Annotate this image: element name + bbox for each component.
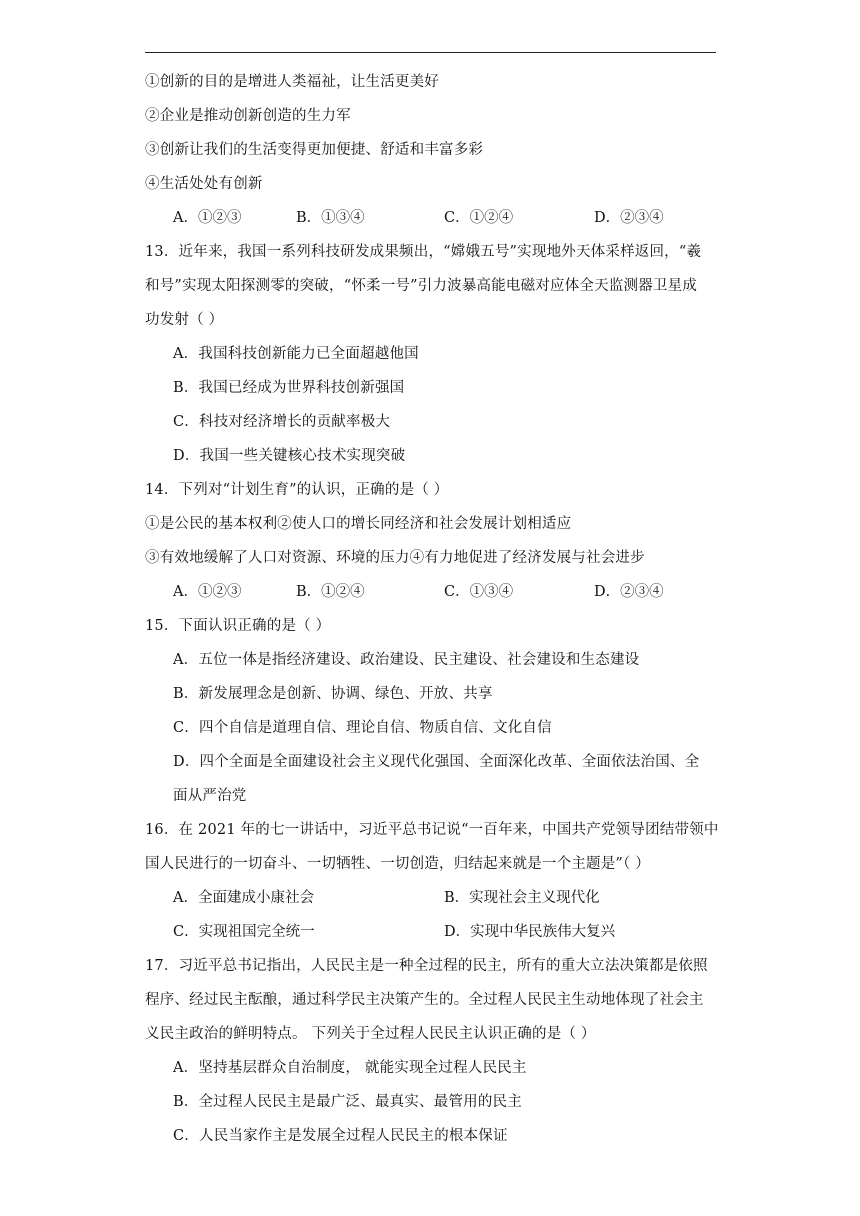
q17-option-b: B．全过程人民民主是最广泛、最真实、最管用的民主 <box>173 1094 522 1110</box>
q15-option-d: D．四个全面是全面建设社会主义现代化强国、全面深化改革、全面依法治国、全 <box>173 754 700 770</box>
q16-option-a: A．全面建成小康社会 <box>173 890 314 906</box>
q12-item-1: ①创新的目的是增进人类福祉，让生活更美好 <box>145 74 439 90</box>
q14-item-line-2: ③有效地缓解了人口对资源、环境的压力④有力地促进了经济发展与社会进步 <box>145 550 645 566</box>
q16-option-b: B．实现社会主义现代化 <box>444 890 600 906</box>
q12-item-3: ③创新让我们的生活变得更加便捷、舒适和丰富多彩 <box>145 142 484 158</box>
q13-option-b: B．我国已经成为世界科技创新强国 <box>173 380 405 396</box>
q12-option-b: B．①③④ <box>296 210 365 226</box>
q17-stem-line-1: 17．习近平总书记指出，人民民主是一种全过程的民主，所有的重大立法决策都是依照 <box>145 958 708 974</box>
q13-stem-line-2: 和号”实现太阳探测零的突破，“怀柔一号”引力波暴高能电磁对应体全天监测器卫星成 <box>145 278 698 294</box>
q15-option-d-cont: 面从严治党 <box>173 788 247 804</box>
q15-option-a: A．五位一体是指经济建设、政治建设、民主建设、社会建设和生态建设 <box>173 652 640 668</box>
q12-option-c: C．①②④ <box>444 210 514 226</box>
q12-item-4: ④生活处处有创新 <box>145 176 263 192</box>
q14-option-c: C．①③④ <box>444 584 514 600</box>
header-rule <box>145 52 716 53</box>
q14-item-line-1: ①是公民的基本权利②使人口的增长同经济和社会发展计划相适应 <box>145 516 572 532</box>
q13-stem-line-1: 13．近年来，我国一系列科技研发成果频出，“嫦娥五号”实现地外天体采样返回，“羲 <box>145 244 702 260</box>
q15-stem: 15．下面认识正确的是（ ） <box>145 618 331 634</box>
q12-item-2: ②企业是推动创新创造的生力军 <box>145 108 351 124</box>
q14-option-a: A．①②③ <box>173 584 242 600</box>
q14-option-b: B．①②④ <box>296 584 365 600</box>
q15-option-b: B．新发展理念是创新、协调、绿色、开放、共享 <box>173 686 493 702</box>
q16-stem-line-1: 16．在 2021 年的七一讲话中，习近平总书记说“一百年来，中国共产党领导团结带领中 <box>145 822 719 838</box>
q13-option-d: D．我国一些关键核心技术实现突破 <box>173 448 406 464</box>
q16-option-c: C．实现祖国完全统一 <box>173 924 315 940</box>
q17-option-a: A．坚持基层群众自治制度， 就能实现全过程人民民主 <box>173 1060 527 1076</box>
q14-option-d: D．②③④ <box>594 584 664 600</box>
q17-option-c: C．人民当家作主是发展全过程人民民主的根本保证 <box>173 1128 508 1144</box>
q13-stem-line-3: 功发射（ ） <box>145 312 224 328</box>
q12-option-a: A．①②③ <box>173 210 242 226</box>
q12-option-d: D．②③④ <box>594 210 664 226</box>
q13-option-a: A．我国科技创新能力已全面超越他国 <box>173 346 419 362</box>
q16-stem-line-2: 国人民进行的一切奋斗、一切牺牲、一切创造，归结起来就是一个主题是”（ ） <box>145 856 650 872</box>
q17-stem-line-2: 程序、经过民主酝酿，通过科学民主决策产生的。全过程人民民主生动地体现了社会主 <box>145 992 704 1008</box>
q13-option-c: C．科技对经济增长的贡献率极大 <box>173 414 391 430</box>
q14-stem: 14．下列对“计划生育”的认识，正确的是（ ） <box>145 482 449 498</box>
q15-option-c: C．四个自信是道理自信、理论自信、物质自信、文化自信 <box>173 720 552 736</box>
q17-stem-line-3: 义民主政治的鲜明特点。 下列关于全过程人民民主认识正确的是（ ） <box>145 1026 596 1042</box>
q16-option-d: D．实现中华民族伟大复兴 <box>444 924 616 940</box>
